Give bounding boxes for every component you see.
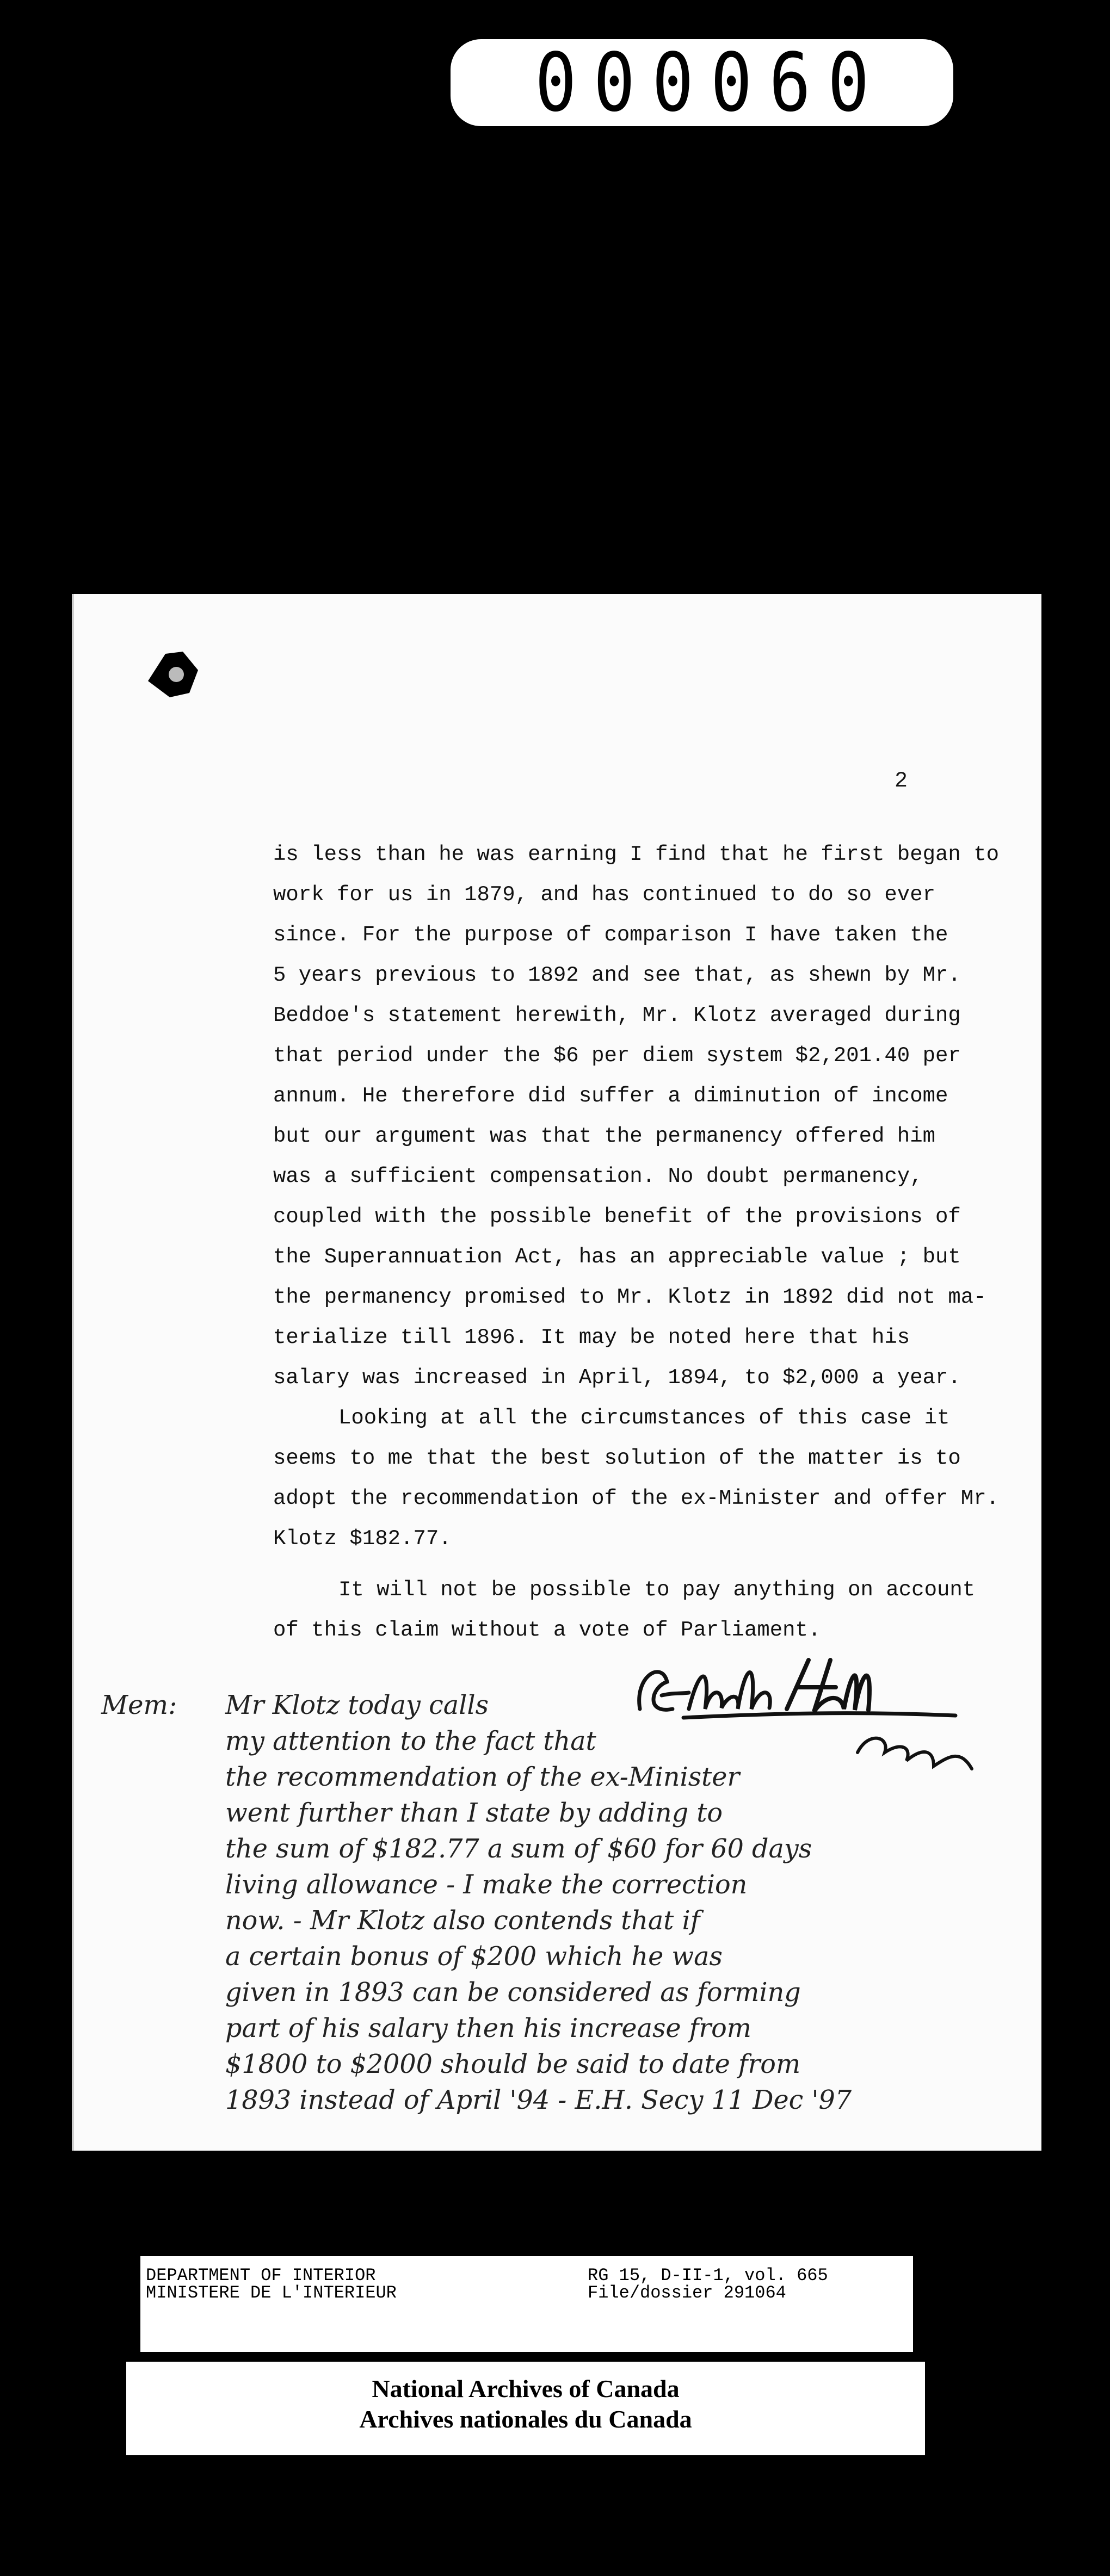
archive-name-french: Archives nationales du Canada [359, 2405, 692, 2433]
note-line: went further than I state by adding to [225, 1798, 723, 1828]
note-line: a certain bonus of $200 which he was [225, 1941, 723, 1972]
department-french: MINISTERE DE L'INTERIEUR [146, 2283, 397, 2303]
archive-name-english: National Archives of Canada [372, 2375, 680, 2402]
note-line: living allowance - I make the correction [225, 1869, 748, 1900]
typed-line: is less than he was earning I find that he first began to [273, 843, 1000, 866]
typed-line: of this claim without a vote of Parliament. [273, 1618, 821, 1642]
page-number: 2 [895, 769, 908, 794]
note-line: $1800 to $2000 should be said to date from [225, 2049, 801, 2079]
note-line: 1893 instead of April '94 - E.H. Secy 11 Dec '97 [225, 2085, 852, 2115]
typed-line: It will not be possible to pay anything on account [338, 1578, 976, 1602]
document-page [72, 594, 1041, 2151]
typed-line: Beddoe's statement herewith, Mr. Klotz averaged during [273, 1004, 961, 1027]
file-number: File/dossier 291064 [588, 2283, 786, 2303]
typed-line: adopt the recommendation of the ex-Minister and offer Mr. [273, 1487, 1000, 1510]
handwritten-note [101, 1687, 1015, 2118]
typed-line: that period under the $6 per diem system $2,201.40 per [273, 1044, 961, 1068]
typed-line: the permanency promised to Mr. Klotz in 1892 did not ma- [273, 1285, 986, 1309]
note-line: the sum of $182.77 a sum of $60 for 60 days [225, 1834, 812, 1864]
typed-line: 5 years previous to 1892 and see that, as shewn by Mr. [273, 963, 961, 987]
note-line: my attention to the fact that [225, 1726, 596, 1756]
typed-line: since. For the purpose of comparison I have taken the [273, 923, 948, 947]
note-line: Mr Klotz today calls [225, 1690, 489, 1720]
typed-line: annum. He therefore did suffer a diminution of income [273, 1084, 948, 1108]
archive-footer [126, 2362, 925, 2455]
typed-line: seems to me that the best solution of the matter is to [273, 1446, 961, 1470]
archive-stamp [451, 36, 953, 129]
stamp-number: 000060 [534, 36, 886, 129]
typed-line: Klotz $182.77. [273, 1527, 452, 1551]
note-line: the recommendation of the ex-Minister [225, 1762, 740, 1792]
note-line: part of his salary then his increase from [225, 2013, 751, 2044]
typed-line: but our argument was that the permanency offered him [273, 1124, 935, 1148]
typed-line: terialize till 1896. It may be noted here that his [273, 1326, 910, 1349]
department-english: DEPARTMENT OF INTERIOR [146, 2265, 376, 2286]
archive-reference-label [140, 2256, 913, 2352]
note-lead: Mem: [101, 1690, 177, 1720]
note-line: now. - Mr Klotz also contends that if [225, 1905, 700, 1936]
punch-hole-icon [144, 648, 203, 703]
typed-line: salary was increased in April, 1894, to $2,000 a year. [273, 1366, 961, 1390]
typed-line: Looking at all the circumstances of this case it [338, 1406, 950, 1430]
typed-line: coupled with the possible benefit of the provisions of [273, 1205, 961, 1229]
record-group: RG 15, D-II-1, vol. 665 [588, 2265, 828, 2286]
typed-line: the Superannuation Act, has an appreciable value ; but [273, 1245, 961, 1269]
typed-body [273, 834, 1024, 1650]
note-line: given in 1893 can be considered as forming [225, 1977, 801, 2008]
typed-line: was a sufficient compensation. No doubt permanency, [273, 1165, 923, 1188]
typed-line: work for us in 1879, and has continued to do so ever [273, 883, 935, 907]
